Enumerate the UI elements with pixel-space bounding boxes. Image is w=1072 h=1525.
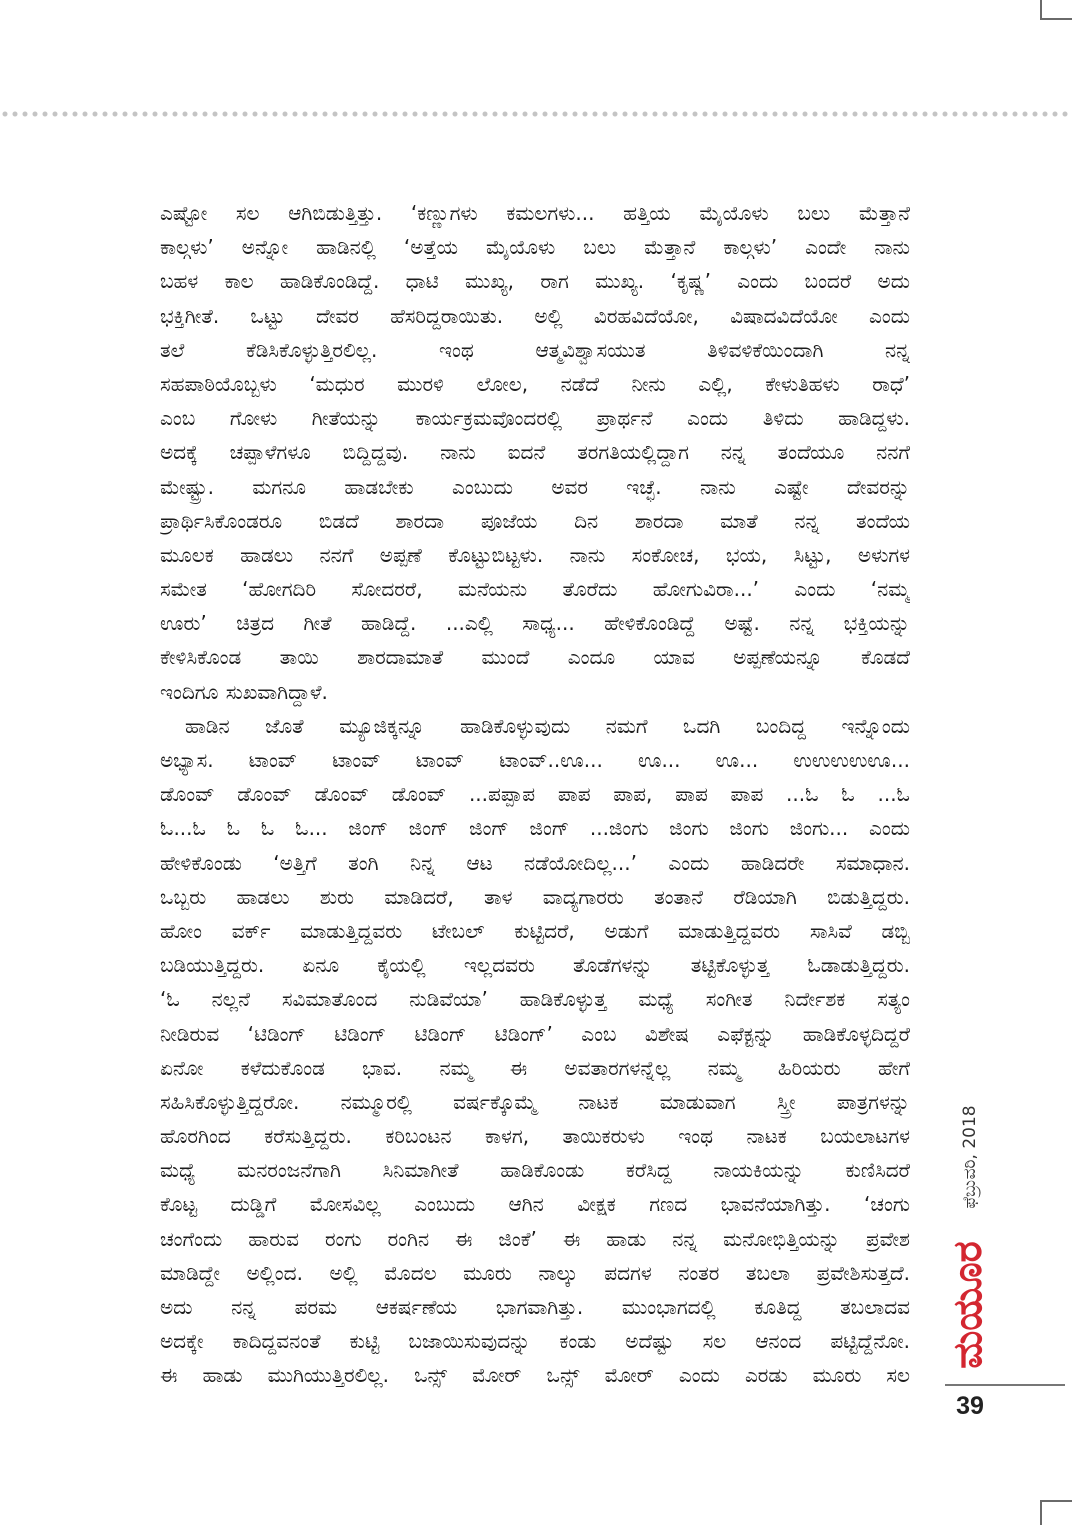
text-line: ಭಕ್ತಿಗೀತೆ. ಒಟ್ಟು ದೇವರ ಹೆಸರಿದ್ದರಾಯಿತು. ಅಲ್ಲಿ ವಿರಹವಿದೆಯೋ, ವಿಷಾದವಿದೆಯೋ ಎಂದು: [160, 303, 910, 328]
text-line: ಸಹಪಾಠಿಯೊಬ್ಬಳು ‘ಮಧುರ ಮುರಳಿ ಲೋಲ, ನಡೆದೆ ನೀನು ಎಲ್ಲಿ, ಕೇಳುತಿಹಳು ರಾಧೆ’: [160, 371, 910, 396]
text-line: ಸಮೇತ ‘ಹೋಗದಿರಿ ಸೋದರರೆ, ಮನೆಯನು ತೊರೆದು ಹೋಗುವಿರಾ...’ ಎಂದು ‘ನಮ್ಮ: [160, 577, 910, 602]
text-line: ಓ...ಓ ಓ ಓ ಓ... ಜಿಂಗ್ ಜಿಂಗ್ ಜಿಂಗ್ ಜಿಂಗ್ ...ಜಿಂಗು ಜಿಂಗು ಜಿಂಗು ಜಿಂಗು... ಎಂದು: [160, 816, 910, 841]
text-line: ಊರು’ ಚಿತ್ರದ ಗೀತೆ ಹಾಡಿದ್ದೆ. ...ಎಲ್ಲಿ ಸಾಧ್ಯ... ಹೇಳಿಕೊಂಡಿದ್ದೆ ಅಷ್ಟೆ. ನನ್ನ ಭಕ್ತಿಯನ್ನು: [160, 611, 910, 636]
paragraph: [160, 196, 910, 709]
text-line: ಬಹಳ ಕಾಲ ಹಾಡಿಕೊಂಡಿದ್ದೆ. ಧಾಟಿ ಮುಖ್ಯ, ರಾಗ ಮುಖ್ಯ. ‘ಕೃಷ್ಣ’ ಎಂದು ಬಂದರೆ ಅದು: [160, 269, 910, 294]
text-line: ಮೂಲಕ ಹಾಡಲು ನನಗೆ ಅಪ್ಪಣೆ ಕೊಟ್ಟುಬಿಟ್ಟಳು. ನಾನು ಸಂಕೋಚ, ಭಯ, ಸಿಟ್ಟು, ಅಳುಗಳ: [160, 542, 910, 567]
text-line: ಅದಕ್ಕೇ ಕಾದಿದ್ದವನಂತೆ ಕುಟ್ಟಿ ಬಜಾಯಿಸುವುದನ್ನು ಕಂಡು ಅದೆಷ್ಟು ಸಲ ಆನಂದ ಪಟ್ಟಿದ್ದೆನೋ.: [160, 1329, 910, 1354]
text-line: ಅಭ್ಯಾಸ. ಟಾಂವ್ ಟಾಂವ್ ಟಾಂವ್ ಟಾಂವ್..ಊ... ಊ... ಊ... ಉಉಉಉಊ...: [160, 748, 910, 772]
crop-mark-bottom-horizontal: [1040, 1500, 1072, 1502]
text-line: ಸಹಿಸಿಕೊಳ್ಳುತ್ತಿದ್ದರೋ. ನಮ್ಮೂರಲ್ಲಿ ವರ್ಷಕ್ಕೊಮ್ಮೆ ನಾಟಕ ಮಾಡುವಾಗ ಸ್ತ್ರೀ ಪಾತ್ರಗಳನ್ನು: [160, 1089, 910, 1114]
text-line: ಡೊಂವ್ ಡೊಂವ್ ಡೊಂವ್ ಡೊಂವ್ ...ಪಪ್ಪಾಪ ಪಾಪ ಪಾಪ, ಪಾಪ ಪಾಪ ...ಓ ಓ ...ಓ: [160, 782, 910, 807]
text-line: ‘ಓ ನಲ್ಲನೆ ಸವಿಮಾತೊಂದ ನುಡಿವೆಯಾ’ ಹಾಡಿಕೊಳ್ಳುತ್ತ ಮಧ್ಯೆ ಸಂಗೀತ ನಿರ್ದೇಶಕ ಸತ್ಯಂ: [160, 987, 910, 1012]
paragraph: [160, 709, 910, 1393]
text-line: ಕಾಲ್ಗಳು’ ಅನ್ನೋ ಹಾಡಿನಲ್ಲಿ ‘ಅತ್ತೆಯ ಮೈಯೊಳು ಬಲು ಮೆತ್ತಾನೆ ಕಾಲ್ಗಳು’ ಎಂದೇ ನಾನು: [160, 235, 910, 260]
text-line: ಎಷ್ಟೋ ಸಲ ಆಗಿಬಿಡುತ್ತಿತ್ತು. ‘ಕಣ್ಣುಗಳು ಕಮಲಗಳು... ಹತ್ತಿಯ ಮೈಯೊಳು ಬಲು ಮೆತ್ತಾನೆ: [160, 201, 910, 225]
text-line: ಮೇಷ್ಟ್ರು. ಮಗನೂ ಹಾಡಬೇಕು ಎಂಬುದು ಅವರ ಇಚ್ಛೆ. ನಾನು ಎಷ್ಟೇ ದೇವರನ್ನು: [160, 474, 910, 499]
text-line: ತಲೆ ಕೆಡಿಸಿಕೊಳ್ಳುತ್ತಿರಲಿಲ್ಲ. ಇಂಥ ಆತ್ಮವಿಶ್ವಾಸಯುತ ತಿಳಿವಳಿಕೆಯಿಂದಾಗಿ ನನ್ನ: [160, 337, 910, 362]
text-line: ಅದು ನನ್ನ ಪರಮ ಆಕರ್ಷಣೆಯ ಭಾಗವಾಗಿತ್ತು. ಮುಂಭಾಗದಲ್ಲಿ ಕೂತಿದ್ದ ತಬಲಾದವ: [160, 1295, 910, 1319]
text-line: ಕೊಟ್ಟ ದುಡ್ಡಿಗೆ ಮೋಸವಿಲ್ಲ ಎಂಬುದು ಆಗಿನ ವೀಕ್ಷಕ ಗಣದ ಭಾವನೆಯಾಗಿತ್ತು. ‘ಚಂಗು: [160, 1192, 910, 1217]
text-line: ಎಂಬ ಗೋಳು ಗೀತೆಯನ್ನು ಕಾರ್ಯಕ್ರಮವೊಂದರಲ್ಲಿ ಪ್ರಾರ್ಥನೆ ಎಂದು ತಿಳಿದು ಹಾಡಿದ್ದಳು.: [160, 406, 910, 431]
text-line: ಬಡಿಯುತ್ತಿದ್ದರು. ಏನೂ ಕೈಯಲ್ಲಿ ಇಲ್ಲದವರು ತೊಡೆಗಳನ್ನು ತಟ್ಟಿಕೊಳ್ಳುತ್ತ ಓಡಾಡುತ್ತಿದ್ದರು.: [160, 953, 910, 978]
text-line: ಮಧ್ಯೆ ಮನರಂಜನೆಗಾಗಿ ಸಿನಿಮಾಗೀತೆ ಹಾಡಿಕೊಂಡು ಕರೆಸಿದ್ದ ನಾಯಕಿಯನ್ನು ಕುಣಿಸಿದರೆ: [160, 1158, 910, 1183]
magazine-logo: ಮಯೂರ: [945, 1241, 991, 1369]
issue-date: ಫೆಬ್ರುವರಿ, 2018: [960, 1105, 980, 1209]
text-line: ಕೇಳಿಸಿಕೊಂಡ ತಾಯಿ ಶಾರದಾಮಾತೆ ಮುಂದೆ ಎಂದೂ ಯಾವ ಅಪ್ಪಣೆಯನ್ನೂ ಕೊಡದೆ: [160, 645, 910, 670]
page-number-rule: [945, 1384, 1065, 1386]
text-line: ಈ ಹಾಡು ಮುಗಿಯುತ್ತಿರಲಿಲ್ಲ. ಒನ್ಸ್ ಮೋರ್ ಒನ್ಸ್ ಮೋರ್ ಎಂದು ಎರಡು ಮೂರು ಸಲ: [160, 1363, 910, 1388]
dotted-separator: [0, 110, 1072, 118]
article-body: [160, 196, 910, 1393]
text-line: ಪ್ರಾರ್ಥಿಸಿಕೊಂಡರೂ ಬಿಡದೆ ಶಾರದಾ ಪೂಜೆಯ ದಿನ ಶಾರದಾ ಮಾತೆ ನನ್ನ ತಂದೆಯ: [160, 508, 910, 533]
text-line: ಏನೋ ಕಳೆದುಕೊಂಡ ಭಾವ. ನಮ್ಮ ಈ ಅವತಾರಗಳನ್ನೆಲ್ಲ ನಮ್ಮ ಹಿರಿಯರು ಹೇಗೆ: [160, 1055, 910, 1080]
text-line: ಹಾಡಿನ ಜೊತೆ ಮ್ಯೂಜಿಕ್ಕನ್ನೂ ಹಾಡಿಕೊಳ್ಳುವುದು ನಮಗೆ ಒದಗಿ ಬಂದಿದ್ದ ಇನ್ನೊಂದು: [185, 713, 910, 738]
text-line: ಮಾಡಿದ್ದೇ ಅಲ್ಲಿಂದ. ಅಲ್ಲಿ ಮೊದಲ ಮೂರು ನಾಲ್ಕು ಪದಗಳ ನಂತರ ತಬಲಾ ಪ್ರವೇಶಿಸುತ್ತದೆ.: [160, 1260, 910, 1285]
crop-mark-bottom-vertical: [1040, 1500, 1042, 1525]
text-line: ಅದಕ್ಕೆ ಚಪ್ಪಾಳೆಗಳೂ ಬಿದ್ದಿದ್ದವು. ನಾನು ಐದನೆ ತರಗತಿಯಲ್ಲಿದ್ದಾಗ ನನ್ನ ತಂದೆಯೂ ನನಗೆ: [160, 440, 910, 465]
text-line: ಹೋಂ ವರ್ಕ್ ಮಾಡುತ್ತಿದ್ದವರು ಟೇಬಲ್ ಕುಟ್ಟಿದರೆ, ಅಡುಗೆ ಮಾಡುತ್ತಿದ್ದವರು ಸಾಸಿವೆ ಡಬ್ಬಿ: [160, 918, 910, 943]
text-line: ಹೇಳಿಕೊಂಡು ‘ಅತ್ತಿಗೆ ತಂಗಿ ನಿನ್ನ ಆಟ ನಡೆಯೋದಿಲ್ಲ...’ ಎಂದು ಹಾಡಿದರೇ ಸಮಾಧಾನ.: [160, 850, 910, 875]
text-line: ಹೊರಗಿಂದ ಕರೆಸುತ್ತಿದ್ದರು. ಕರಿಬಂಟನ ಕಾಳಗ, ತಾಯಿಕರುಳು ಇಂಥ ನಾಟಕ ಬಯಲಾಟಗಳ: [160, 1124, 910, 1149]
text-line: ಚಂಗೆಂದು ಹಾರುವ ರಂಗು ರಂಗಿನ ಈ ಜಿಂಕೆ’ ಈ ಹಾಡು ನನ್ನ ಮನೋಭಿತ್ತಿಯನ್ನು ಪ್ರವೇಶ: [160, 1226, 910, 1251]
page-number: 39: [956, 1392, 984, 1420]
text-line: ಒಬ್ಬರು ಹಾಡಲು ಶುರು ಮಾಡಿದರೆ, ತಾಳ ವಾದ್ಯಗಾರರು ತಂತಾನೆ ರೆಡಿಯಾಗಿ ಬಿಡುತ್ತಿದ್ದರು.: [160, 884, 910, 909]
crop-mark-top-horizontal: [1040, 18, 1072, 20]
crop-mark-top-vertical: [1040, 0, 1042, 19]
text-line: ನೀಡಿರುವ ‘ಟಿಡಿಂಗ್ ಟಿಡಿಂಗ್ ಟಿಡಿಂಗ್ ಟಿಡಿಂಗ್’ ಎಂಬ ವಿಶೇಷ ಎಫೆಕ್ಟನ್ನು ಹಾಡಿಕೊಳ್ಳದಿದ್ದರೆ: [160, 1021, 910, 1046]
text-line: ಇಂದಿಗೂ ಸುಖವಾಗಿದ್ದಾಳೆ.: [160, 679, 328, 704]
